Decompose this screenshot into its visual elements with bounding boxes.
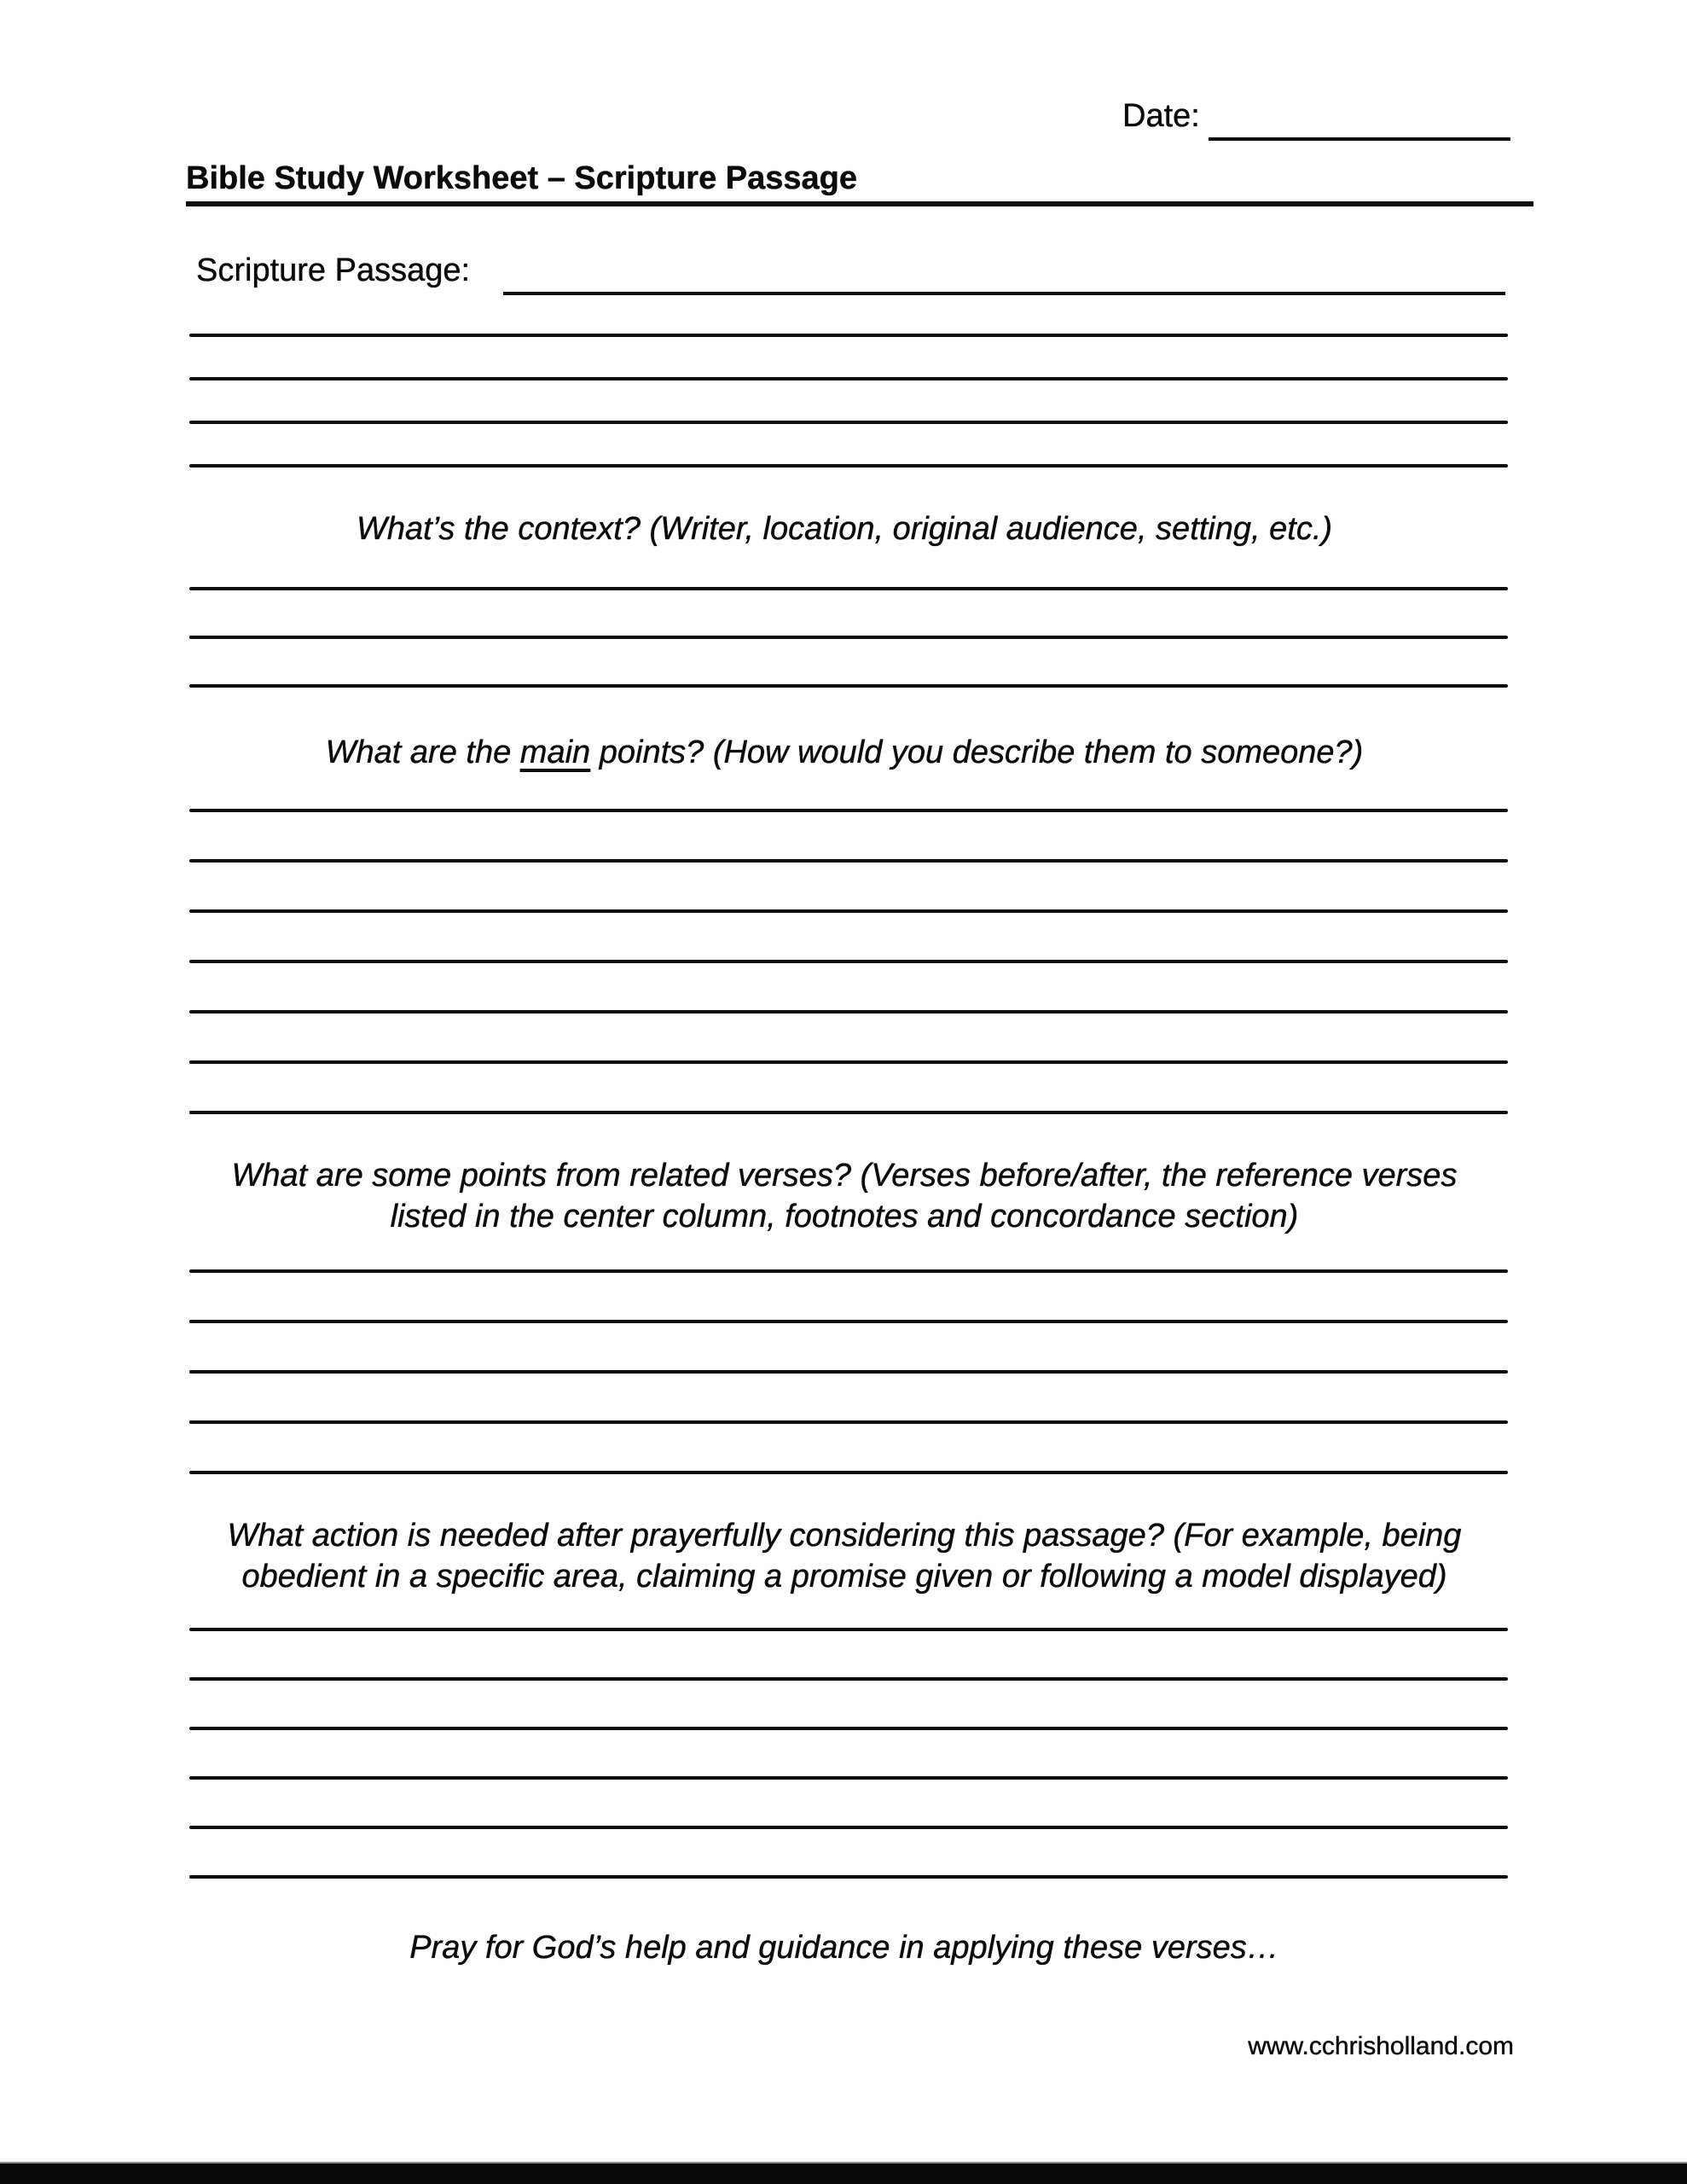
writing-line bbox=[189, 1320, 1508, 1323]
section-heading-main-points bbox=[179, 732, 1510, 773]
writing-line bbox=[189, 1060, 1508, 1064]
title-rule bbox=[186, 201, 1533, 206]
writing-line bbox=[189, 334, 1508, 337]
heading-text-underlined: main bbox=[519, 735, 591, 770]
writing-line bbox=[189, 1727, 1508, 1730]
writing-line bbox=[189, 960, 1508, 963]
writing-line bbox=[189, 421, 1508, 424]
writing-line bbox=[189, 1420, 1508, 1424]
page-title: Bible Study Worksheet – Scripture Passage bbox=[186, 160, 858, 196]
writing-line bbox=[189, 1875, 1508, 1879]
scripture-passage-label: Scripture Passage: bbox=[196, 253, 471, 288]
writing-line bbox=[189, 636, 1508, 639]
writing-line bbox=[189, 587, 1508, 590]
section-heading-context bbox=[179, 508, 1510, 549]
heading-line: What are some points from related verses? (Verses before/after, the reference verses bbox=[231, 1158, 1458, 1194]
scripture-passage-blank bbox=[503, 292, 1505, 295]
related-verses-writing-lines bbox=[189, 1269, 1508, 1521]
main-points-writing-lines bbox=[189, 809, 1508, 1161]
writing-line bbox=[189, 1628, 1508, 1631]
heading-line bbox=[179, 732, 1510, 773]
heading-line: What action is needed after prayerfully considering this passage? (For example, being bbox=[227, 1518, 1462, 1554]
website-url: www.cchrisholland.com bbox=[1248, 2032, 1514, 2060]
section-heading-related-verses bbox=[179, 1155, 1510, 1237]
heading-line: obedient in a specific area, claiming a promise given or following a model displayed) bbox=[241, 1559, 1447, 1594]
context-writing-lines bbox=[189, 587, 1508, 733]
date-blank-line bbox=[1209, 137, 1510, 141]
writing-line bbox=[189, 1471, 1508, 1474]
writing-line bbox=[189, 1677, 1508, 1681]
writing-line bbox=[189, 1826, 1508, 1829]
writing-line bbox=[189, 377, 1508, 380]
heading-text-pre: What are the bbox=[325, 735, 520, 770]
writing-line bbox=[189, 1010, 1508, 1014]
prayer-note: Pray for God’s help and guidance in applying these verses… bbox=[409, 1930, 1279, 1966]
heading-line: listed in the center column, footnotes and concordance section) bbox=[390, 1199, 1299, 1234]
section-heading-action bbox=[179, 1515, 1510, 1597]
writing-line bbox=[189, 464, 1508, 468]
writing-line bbox=[189, 1370, 1508, 1374]
scan-bottom-edge bbox=[0, 2162, 1687, 2184]
scripture-writing-lines bbox=[189, 334, 1508, 508]
date-label: Date: bbox=[1122, 98, 1200, 134]
writing-line bbox=[189, 684, 1508, 688]
writing-line bbox=[189, 859, 1508, 863]
writing-line bbox=[189, 1776, 1508, 1780]
heading-line: What’s the context? (Writer, location, original audience, setting, etc.) bbox=[356, 511, 1333, 547]
heading-text-post: points? (How would you describe them to someone?) bbox=[590, 735, 1364, 770]
writing-line bbox=[189, 1111, 1508, 1114]
writing-line bbox=[189, 1269, 1508, 1273]
writing-line bbox=[189, 909, 1508, 913]
writing-line bbox=[189, 809, 1508, 812]
action-writing-lines bbox=[189, 1628, 1508, 1925]
